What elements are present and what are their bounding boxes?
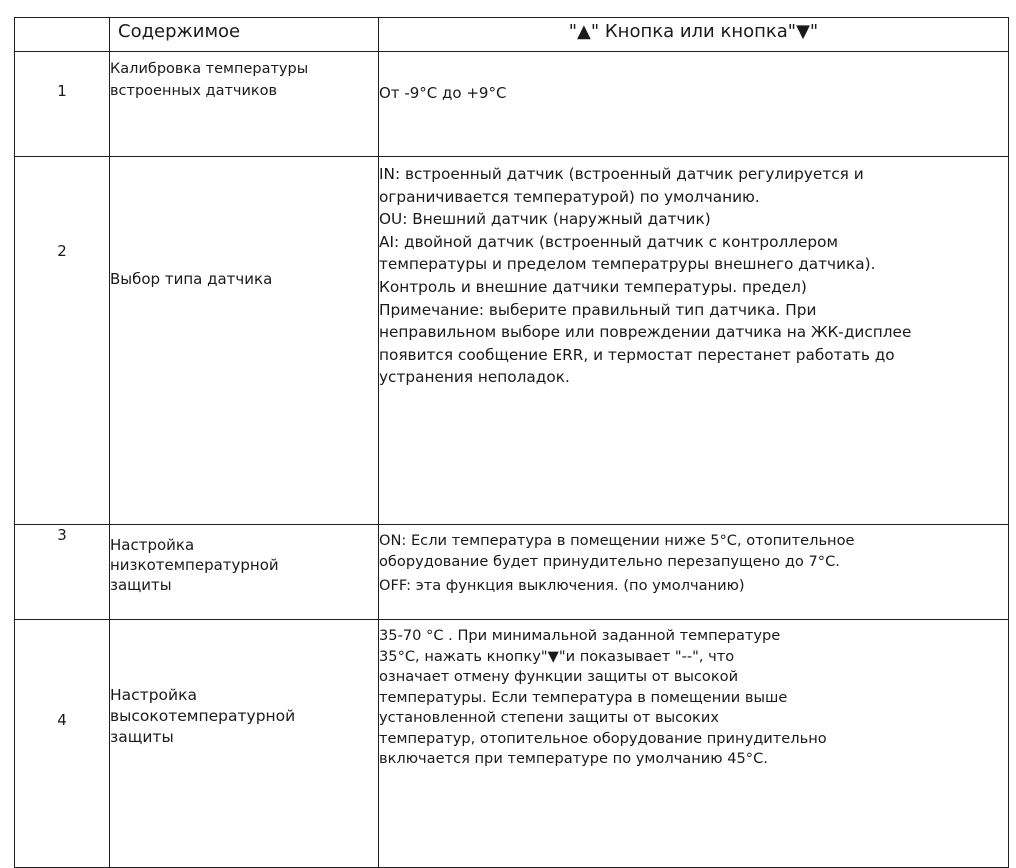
description-line: OU: Внешний датчик (наружный датчик) xyxy=(379,210,711,229)
name-line: Калибровка температуры xyxy=(110,61,309,77)
name-line: Настройка xyxy=(110,536,195,554)
row-number: 1 xyxy=(15,52,110,157)
description-line: температуры и пределом температруры внешнего датчика). xyxy=(379,255,876,274)
header-buttons-cell: "▲" Кнопка или кнопка"▼" xyxy=(379,18,1009,52)
row-setting-name xyxy=(110,525,379,620)
description-line: Контроль и внешние датчики температуры. предел) xyxy=(379,277,807,296)
name-line: встроенных датчиков xyxy=(110,83,278,99)
description-line: От -9°C до +9°C xyxy=(379,84,507,102)
description-line: неправильном выборе или повреждении датчика на ЖК-дисплее xyxy=(379,323,912,342)
description-line: IN: встроенный датчик (встроенный датчик регулируется и xyxy=(379,165,864,183)
name-line: низкотемпературной xyxy=(110,556,279,574)
row-setting-name xyxy=(110,157,379,525)
description-line: установленной степени защиты от высоких xyxy=(379,709,719,726)
table-row xyxy=(15,157,1009,525)
description-line: AI: двойной датчик (встроенный датчик с контроллером xyxy=(379,232,839,251)
description-line: Примечание: выберите правильный тип датчика. При xyxy=(379,300,817,319)
description-line: 35-70 °C . При минимальной заданной температуре xyxy=(379,627,781,644)
row-setting-name xyxy=(110,52,379,157)
row-description xyxy=(379,620,1009,868)
description-line: 35°C, нажать кнопку"▼"и показывает "--", что xyxy=(379,647,735,665)
row-description xyxy=(379,157,1009,525)
description-line: температуры. Если температура в помещении выше xyxy=(379,688,788,706)
name-line: высокотемпературной xyxy=(110,707,296,725)
table-row xyxy=(15,525,1009,620)
row-number: 2 xyxy=(15,157,110,525)
row-number: 4 xyxy=(15,620,110,868)
description-line: устранения неполадок. xyxy=(379,368,570,387)
description-line: ограничивается температурой) по умолчанию. xyxy=(379,187,760,206)
name-line: защиты xyxy=(110,728,174,746)
header-number-cell xyxy=(15,18,110,52)
table-header-row xyxy=(15,18,1009,52)
name-line: защиты xyxy=(110,576,172,594)
row-description xyxy=(379,525,1009,620)
description-line: температур, отопительное оборудование принудительно xyxy=(379,729,827,747)
name-line: Настройка xyxy=(110,686,197,704)
description-line: ON: Если температура в помещении ниже 5°C, отопительное xyxy=(379,532,855,549)
row-setting-name xyxy=(110,620,379,868)
settings-table xyxy=(14,17,1009,868)
row-number: 3 xyxy=(15,525,110,620)
description-line: оборудование будет принудительно перезапущено до 7°C. xyxy=(379,552,840,570)
description-line: появится сообщение ERR, и термостат перестанет работать до xyxy=(379,345,895,364)
table-row xyxy=(15,52,1009,157)
description-line: OFF: эта функция выключения. (по умолчанию) xyxy=(379,577,745,594)
description-line: включается при температуре по умолчанию 45°C. xyxy=(379,750,768,767)
header-content-cell: Содержимое xyxy=(110,18,379,52)
name-line: Выбор типа датчика xyxy=(110,270,273,288)
row-description xyxy=(379,52,1009,157)
table-row xyxy=(15,620,1009,868)
description-line: означает отмену функции защиты от высокой xyxy=(379,668,739,685)
